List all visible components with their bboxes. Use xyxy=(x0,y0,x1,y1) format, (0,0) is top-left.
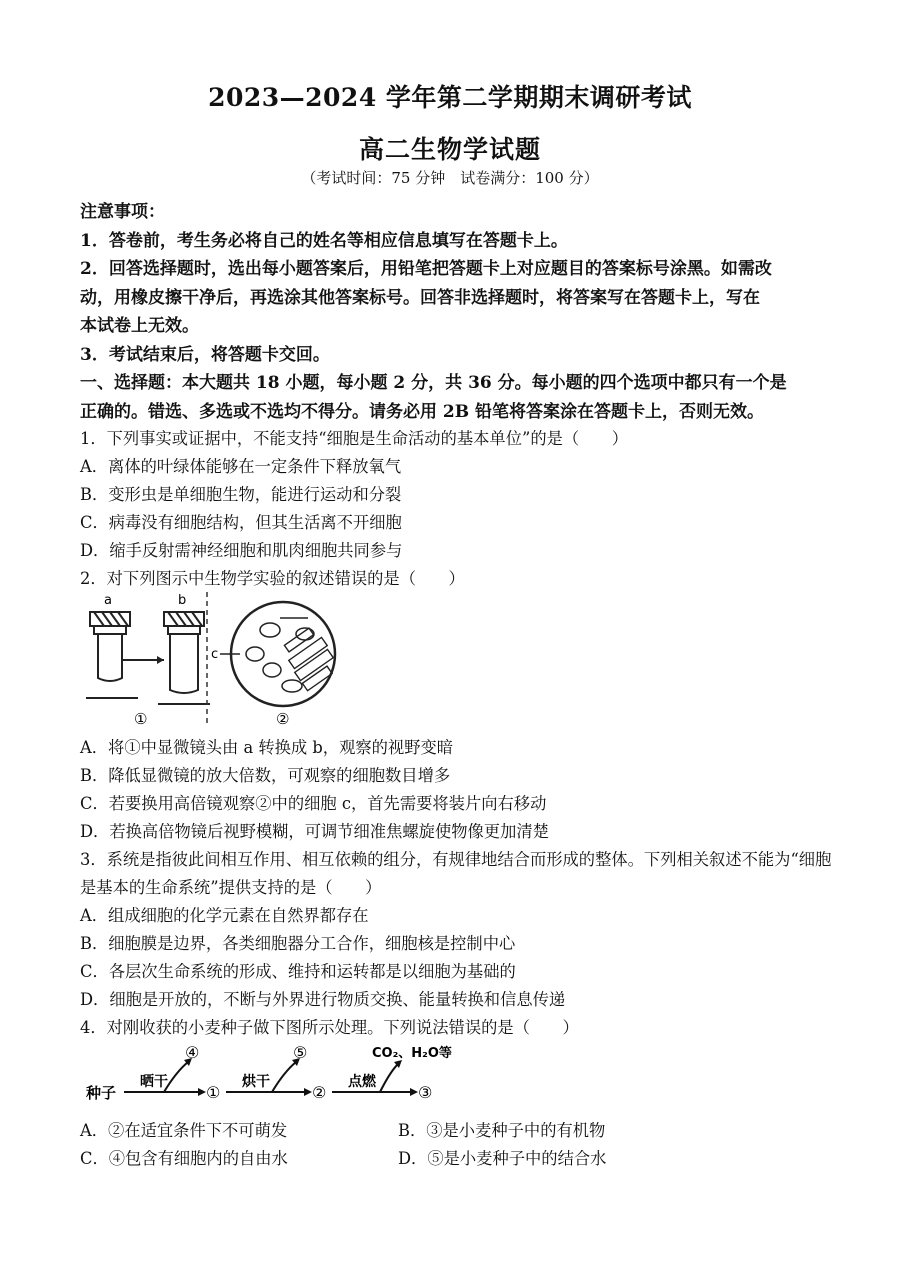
section-heading-line1: 一、选择题：本大题共 18 小题，每小题 2 分，共 36 分。每小题的四个选项中都只有一个是 xyxy=(80,373,787,393)
q3-option-b: B．细胞膜是边界，各类细胞器分工合作，细胞核是控制中心 xyxy=(80,934,516,953)
label-b: b xyxy=(178,593,187,608)
exam-info: （考试时间：75 分钟 试卷满分：100 分） xyxy=(301,169,599,187)
q3-option-c: C．各层次生命系统的形成、维持和运转都是以细胞为基础的 xyxy=(80,962,516,981)
notice-item-1: 1．答卷前，考生务必将自己的姓名等相应信息填写在答题卡上。 xyxy=(80,231,568,251)
q1-option-c: C．病毒没有细胞结构，但其生活离不开细胞 xyxy=(80,513,402,532)
q1-stem: 1．下列事实或证据中，不能支持“细胞是生命活动的基本单位”的是（ ） xyxy=(80,429,629,448)
panel-label-2: ② xyxy=(276,710,290,728)
objective-lens-a xyxy=(90,612,130,681)
label-a: a xyxy=(104,593,112,608)
section-heading-line2: 正确的。错选、多选或不选均不得分。请务必用 2B 铅笔将答案涂在答题卡上，否则无效。 xyxy=(80,402,765,422)
q4-option-c: C．④包含有细胞内的自由水 xyxy=(80,1149,288,1168)
notice-item-2-cont: 动，用橡皮擦干净后，再选涂其他答案标号。回答非选择题时，将答案写在答题卡上，写在 xyxy=(80,288,760,308)
q2-option-c: C．若要换用高倍镜观察②中的细胞 c，首先需要将装片向右移动 xyxy=(80,794,547,813)
output-3: ③ xyxy=(418,1083,433,1102)
seed-label: 种子 xyxy=(86,1084,117,1102)
q3-stem-line1: 3．系统是指彼此间相互作用、相互依赖的组分，有规律地结合而形成的整体。下列相关叙述不能为“细胞 xyxy=(80,850,832,869)
q4-seed-process-figure xyxy=(80,1042,500,1104)
q2-option-b: B．降低显微镜的放大倍数，可观察的细胞数目增多 xyxy=(80,766,451,785)
panel-label-1: ① xyxy=(134,710,148,728)
gas-label: CO₂、H₂O等 xyxy=(372,1046,452,1061)
notice-item-2: 2．回答选择题时，选出每小题答案后，用铅笔把答题卡上对应题目的答案标号涂黑。如需改 xyxy=(80,259,772,279)
q2-option-a: A．将①中显微镜头由 a 转换成 b，观察的视野变暗 xyxy=(80,738,454,757)
output-2: ② xyxy=(312,1083,327,1102)
objective-lens-b xyxy=(164,612,204,693)
step-ignite: 点燃 xyxy=(348,1074,376,1090)
q3-option-d: D．细胞是开放的，不断与外界进行物质交换、能量转换和信息传递 xyxy=(80,990,566,1009)
output-1: ① xyxy=(206,1083,221,1102)
q3-option-a: A．组成细胞的化学元素在自然界都存在 xyxy=(80,906,369,925)
output-5: ⑤ xyxy=(293,1043,308,1062)
exam-subtitle: 高二生物学试题 xyxy=(358,135,541,164)
field-of-view xyxy=(231,602,335,706)
q1-option-d: D．缩手反射需神经细胞和肌肉细胞共同参与 xyxy=(80,541,403,560)
q4-option-a: A．②在适宜条件下不可萌发 xyxy=(80,1121,288,1140)
label-c: c xyxy=(211,647,219,662)
notice-item-2-end: 本试卷上无效。 xyxy=(80,316,199,336)
q1-option-a: A．离体的叶绿体能够在一定条件下释放氧气 xyxy=(80,457,402,476)
q4-option-b: B．③是小麦种子中的有机物 xyxy=(398,1121,606,1140)
q2-option-d: D．若换高倍物镜后视野模糊，可调节细准焦螺旋使物像更加清楚 xyxy=(80,822,549,841)
notice-heading: 注意事项： xyxy=(80,202,165,222)
q4-option-d: D．⑤是小麦种子中的结合水 xyxy=(398,1149,607,1168)
q2-stem: 2．对下列图示中生物学实验的叙述错误的是（ ） xyxy=(80,569,465,588)
q3-stem-line2: 是基本的生命系统”提供支持的是（ ） xyxy=(80,878,382,897)
q1-option-b: B．变形虫是单细胞生物，能进行运动和分裂 xyxy=(80,485,402,504)
step-oven-dry: 烘干 xyxy=(242,1074,270,1090)
q4-stem: 4．对刚收获的小麦种子做下图所示处理。下列说法错误的是（ ） xyxy=(80,1018,579,1037)
step-sun-dry: 晒干 xyxy=(140,1074,168,1090)
output-4: ④ xyxy=(185,1043,200,1062)
exam-title: 2023—2024 学年第二学期期末调研考试 xyxy=(208,83,692,112)
lens-arrow-head xyxy=(157,656,164,664)
q2-microscope-figure xyxy=(80,590,350,728)
notice-item-3: 3．考试结束后，将答题卡交回。 xyxy=(80,345,330,365)
